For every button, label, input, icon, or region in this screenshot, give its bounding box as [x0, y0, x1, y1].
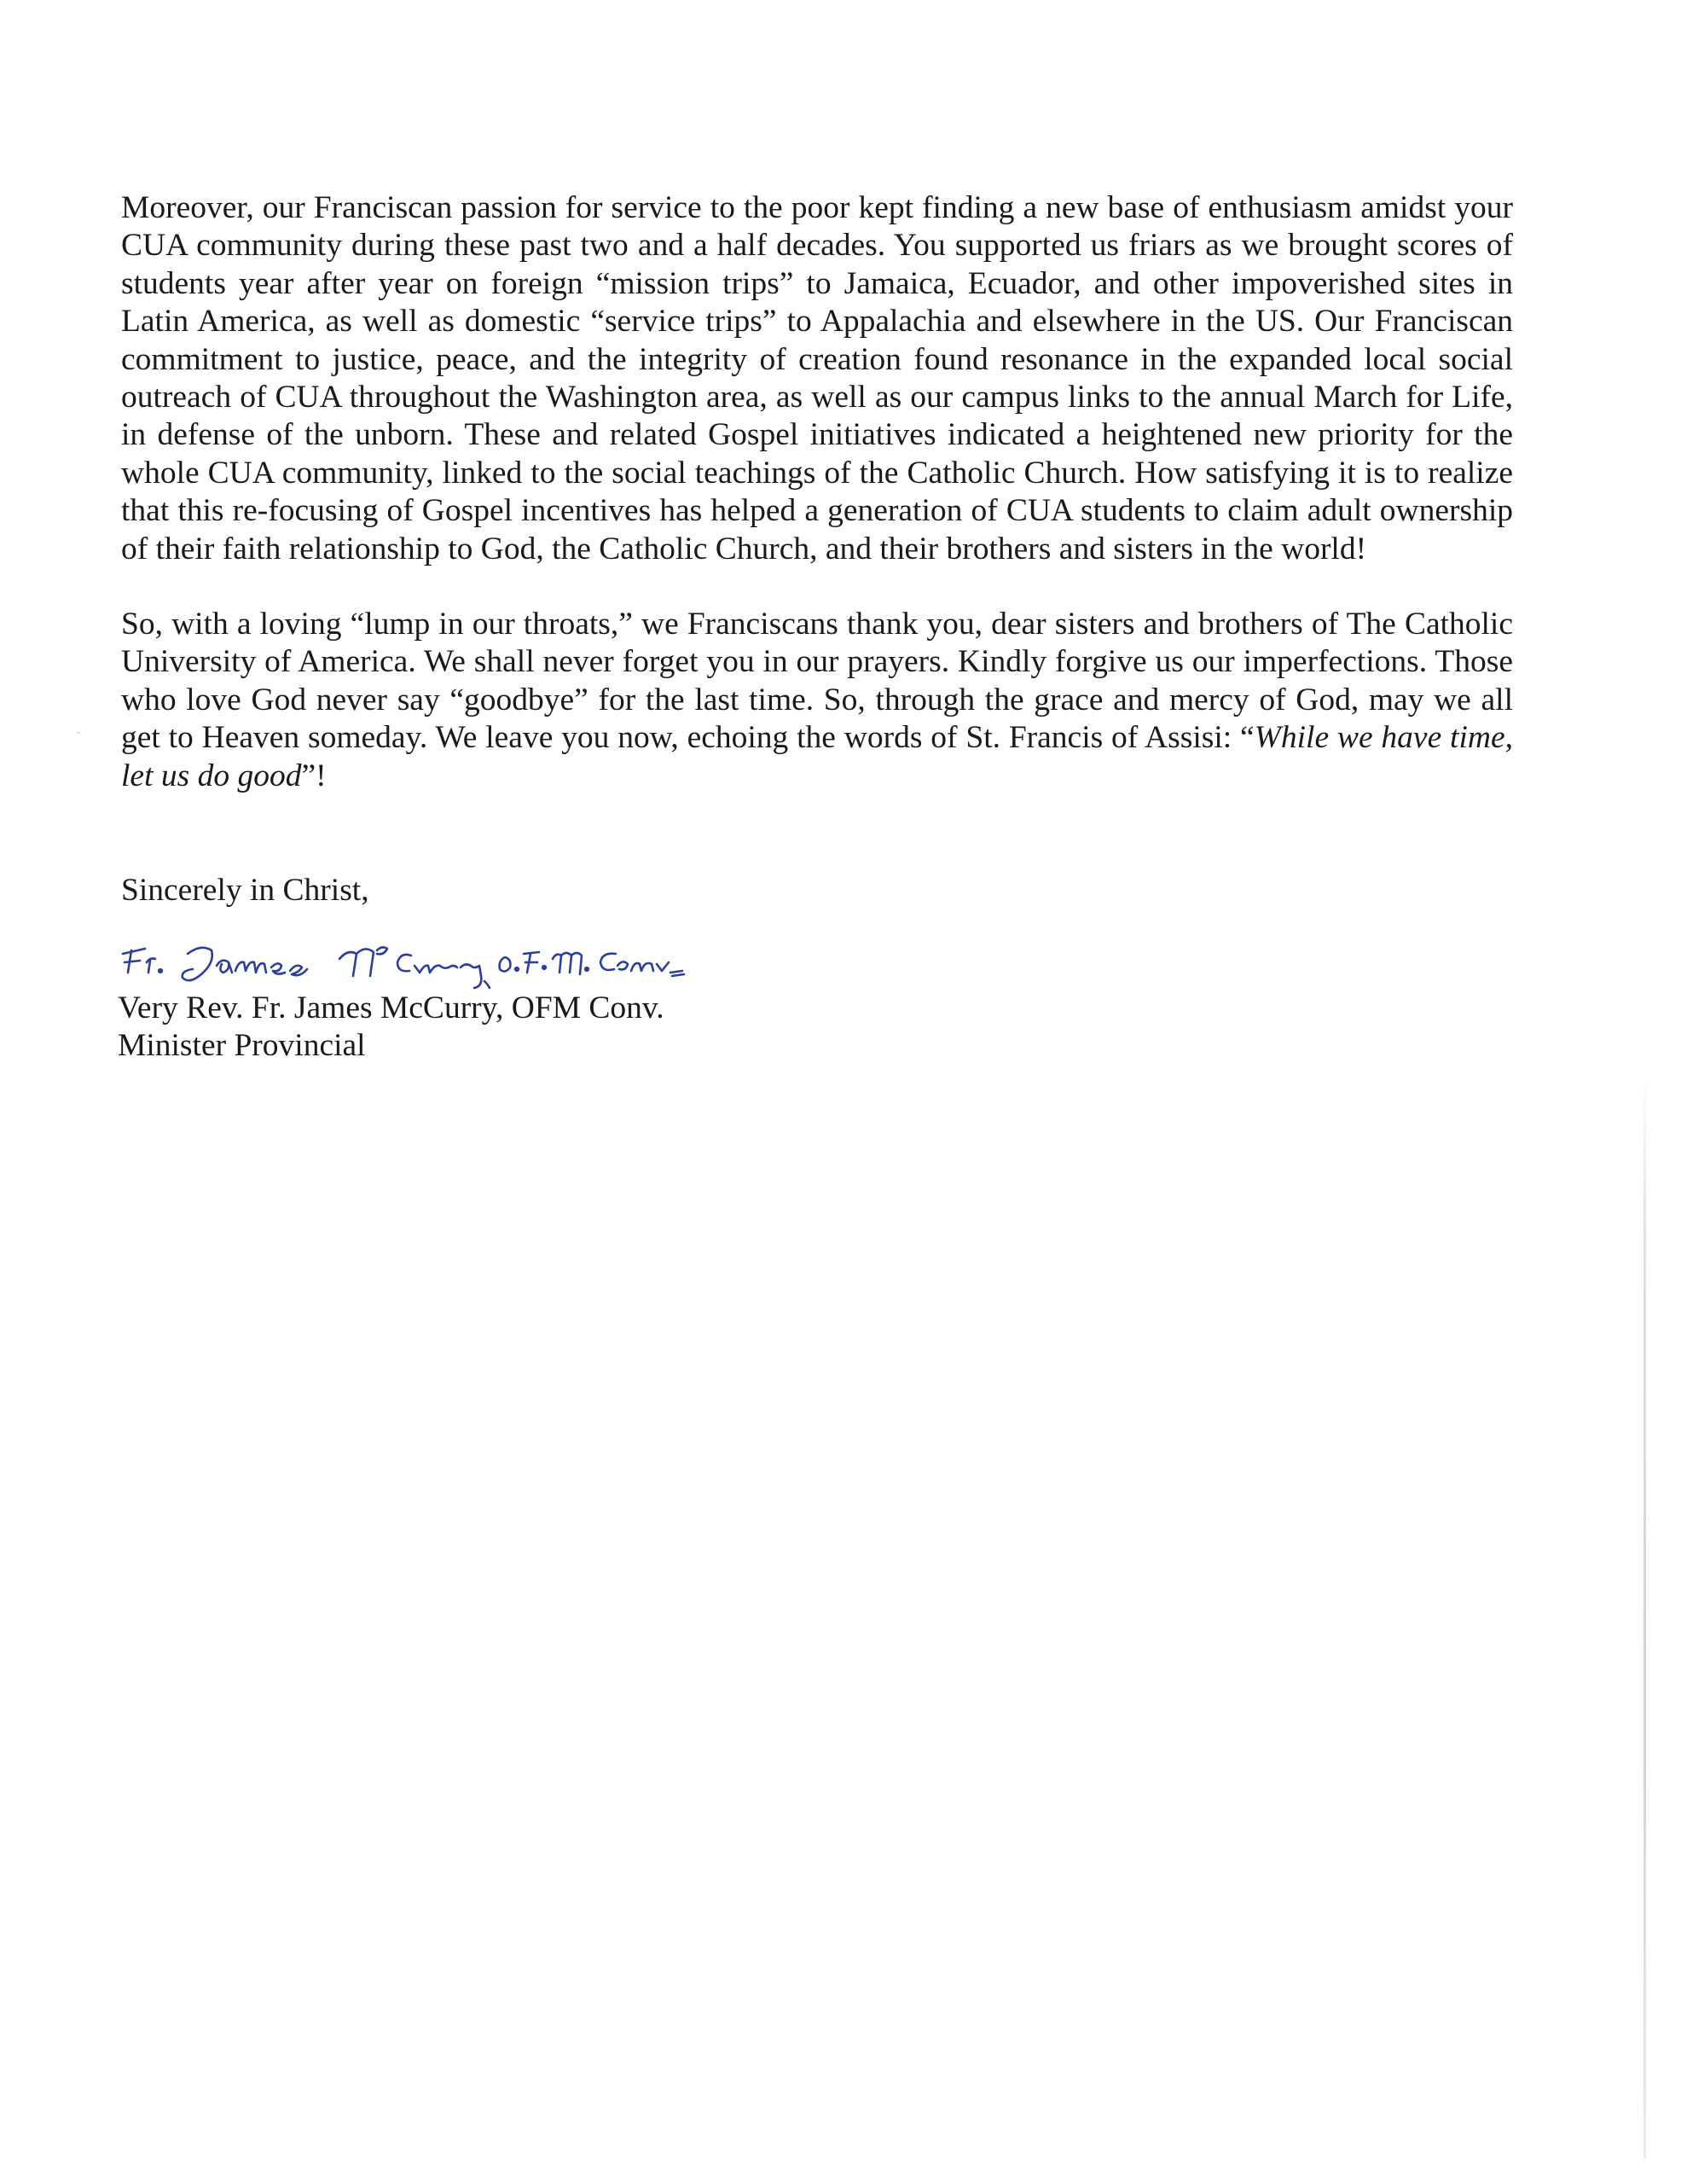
st-francis-quote: While we have time, let us do good	[121, 720, 1513, 793]
farewell-text: So, with a loving “lump in our throats,” we Franciscans thank you, dear sisters and brothers of The Catholic University of America. We shall never forget you in our prayers. Kindly forgive us our imperfections. Those who love God never say “goodbye” for the last time. So, through the grace and mercy of God, may we all get to Heaven someday. We leave you now, echoing the words of St. Francis of Assisi: “	[121, 607, 1513, 756]
paragraph-farewell	[121, 606, 1513, 795]
farewell-quote-close: ”!	[301, 758, 327, 793]
handwritten-signature	[116, 928, 747, 996]
scan-edge-shadow	[1644, 1075, 1646, 2158]
scan-speck	[77, 732, 80, 734]
signer-title: Minister Provincial	[118, 1028, 366, 1063]
signer-name: Very Rev. Fr. James McCurry, OFM Conv.	[118, 990, 664, 1025]
closing-salutation: Sincerely in Christ,	[121, 873, 369, 908]
signer-block	[118, 990, 664, 1065]
paragraph-service-to-poor: Moreover, our Franciscan passion for service to the poor kept finding a new base of enthusiasm amidst your CUA community during these past two and a half decades. You supported us friars as we brought scores of students year after year on foreign “mission trips” to Jamaica, Ecuador, and other impoverished sites in Latin America, as well as domestic “service trips” to Appalachia and elsewhere in the US. Our Franciscan commitment to justice, peace, and the integrity of creation found resonance in the expanded local social outreach of CUA throughout the Washington area, as well as our campus links to the annual March for Life, in defense of the unborn. These and related Gospel initiatives indicated a heightened new priority for the whole CUA community, linked to the social teachings of the Catholic Church. How satisfying it is to realize that this re-focusing of Gospel incentives has helped a generation of CUA students to claim adult ownership of their faith relationship to God, the Catholic Church, and their brothers and sisters in the world!	[121, 190, 1513, 566]
letter-body	[121, 189, 1513, 795]
